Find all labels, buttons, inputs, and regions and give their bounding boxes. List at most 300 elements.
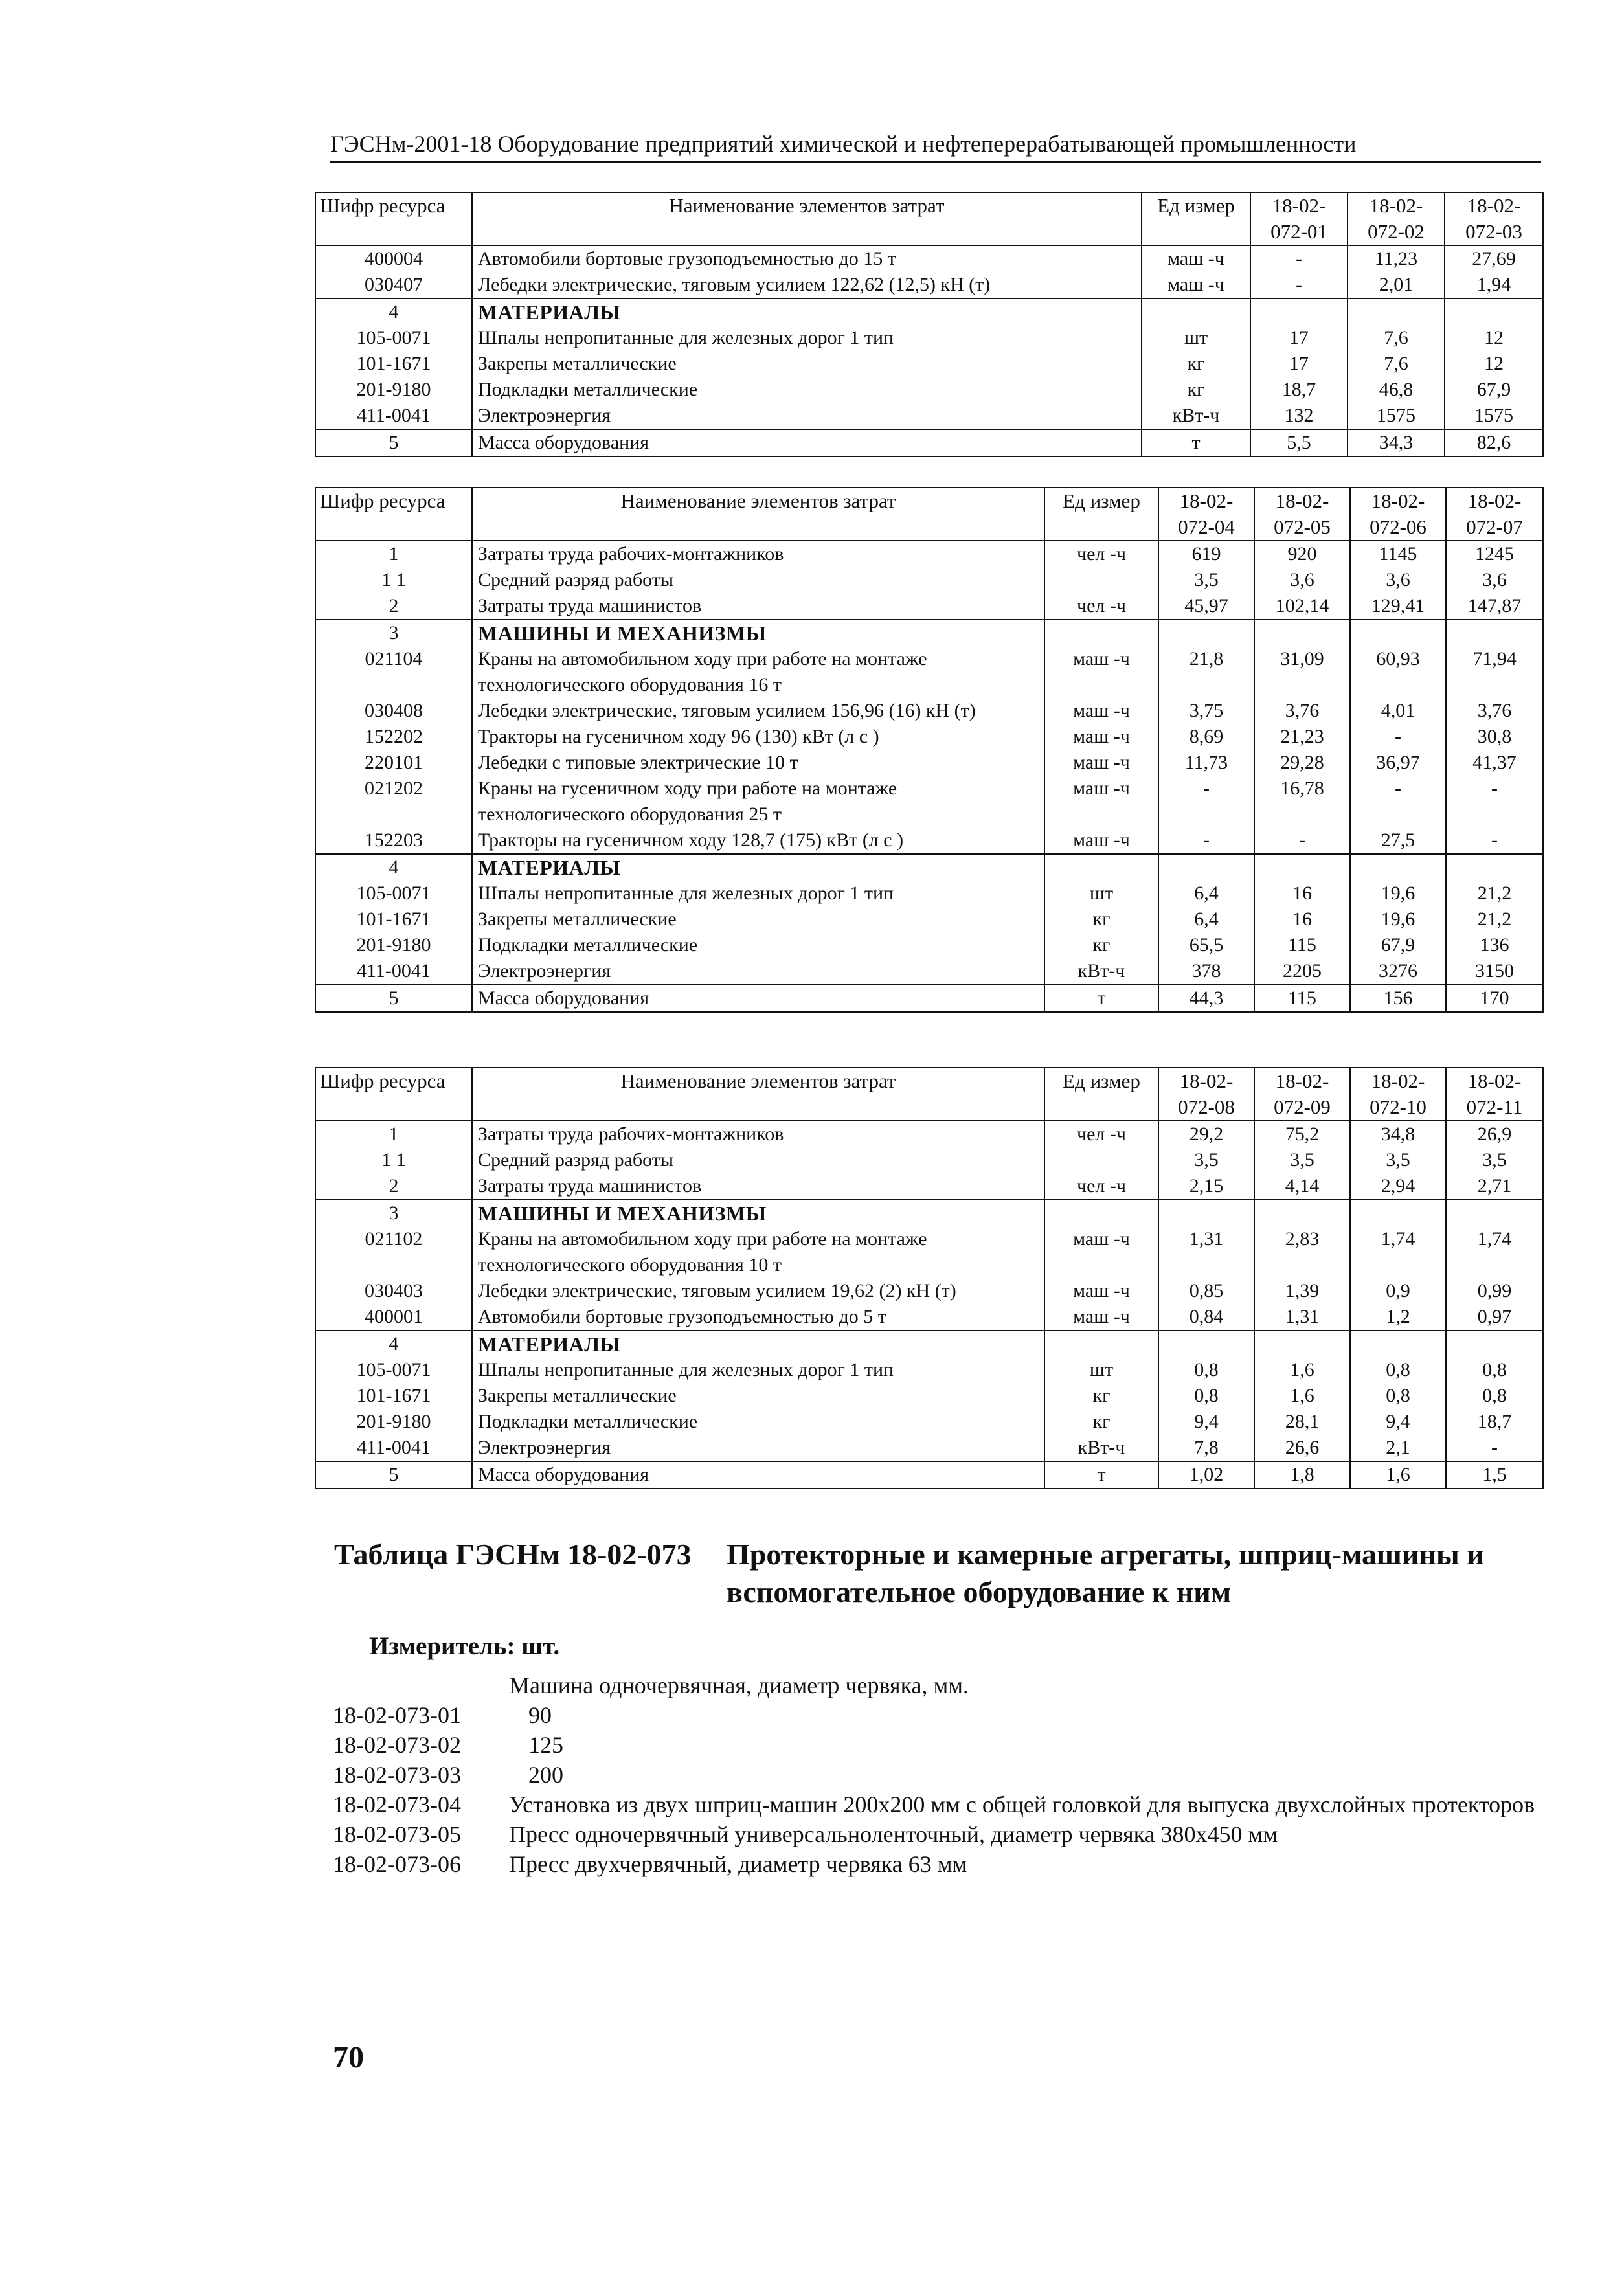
table-073-title: Протекторные и камерные агрегаты, шприц-машины и вспомогательное оборудование к ним <box>727 1538 1484 1608</box>
norm-value: 129,41 <box>1350 593 1446 620</box>
table-row <box>315 1304 1543 1331</box>
norm-value: 1145 <box>1350 541 1446 567</box>
norm-value: 0,85 <box>1158 1278 1254 1304</box>
list-item <box>333 1790 1550 1819</box>
norm-value: 1575 <box>1445 403 1543 429</box>
table-row <box>315 377 1543 403</box>
norm-value: 3,5 <box>1350 1147 1446 1173</box>
resource-name: Средний разряд работы <box>472 1147 1044 1173</box>
norm-value: 102,14 <box>1254 593 1350 620</box>
resource-unit: маш -ч <box>1142 272 1250 298</box>
header-resource-code: Шифр ресурса <box>315 488 472 541</box>
header-norm-code: 18-02-072-07 <box>1446 488 1543 541</box>
item-code: 18-02-073-06 <box>333 1851 461 1877</box>
resource-code: 105-0071 <box>315 881 472 906</box>
table-header-row <box>315 488 1543 541</box>
norm-value: - <box>1158 827 1254 854</box>
norm-value: 16 <box>1254 881 1350 906</box>
norm-value: 1,31 <box>1254 1304 1350 1331</box>
resource-unit: т <box>1142 429 1250 456</box>
resource-name: Краны на автомобильном ходу при работе на монтаже технологического оборудования 16 т <box>472 646 1044 698</box>
norm-value: 132 <box>1250 403 1348 429</box>
header-norm-code: 18-02-072-09 <box>1254 1068 1350 1121</box>
norm-value: 3,5 <box>1158 567 1254 593</box>
norm-value: 8,69 <box>1158 724 1254 750</box>
group-heading <box>333 1670 1550 1700</box>
norm-value: 11,73 <box>1158 750 1254 776</box>
norm-value: - <box>1446 827 1543 854</box>
resource-name: Масса оборудования <box>472 985 1044 1012</box>
norm-value: 19,6 <box>1350 881 1446 906</box>
header-unit: Ед измер <box>1142 192 1250 245</box>
norm-value: 34,8 <box>1350 1121 1446 1147</box>
norm-value: 26,9 <box>1446 1121 1543 1147</box>
norm-value: 7,6 <box>1348 351 1445 377</box>
resource-name: Закрепы металлические <box>472 351 1142 377</box>
table-header-row <box>315 1068 1543 1121</box>
resource-unit: чел -ч <box>1044 1121 1158 1147</box>
table-073-items <box>333 1670 1550 1879</box>
norm-value: 7,6 <box>1348 325 1445 351</box>
norm-value: 1,02 <box>1158 1461 1254 1489</box>
resource-unit: маш -ч <box>1044 1278 1158 1304</box>
section-number: 4 <box>315 854 472 881</box>
resource-table-072-04-07 <box>315 487 1544 1013</box>
norm-value: 3,6 <box>1350 567 1446 593</box>
resource-unit: маш -ч <box>1044 750 1158 776</box>
resource-code: 101-1671 <box>315 1383 472 1409</box>
norm-value: - <box>1158 776 1254 827</box>
equipment-mass-row <box>315 429 1543 456</box>
norm-value: 0,8 <box>1158 1357 1254 1383</box>
norm-value: 2,1 <box>1350 1435 1446 1461</box>
resource-name: Лебедки с типовые электрические 10 т <box>472 750 1044 776</box>
norm-value: 3,5 <box>1446 1147 1543 1173</box>
norm-value: 75,2 <box>1254 1121 1350 1147</box>
section-number: 3 <box>315 1200 472 1226</box>
resource-code: 105-0071 <box>315 325 472 351</box>
header-norm-code: 18-02-072-11 <box>1446 1068 1543 1121</box>
norm-value: 1,74 <box>1446 1226 1543 1278</box>
measurement-unit: Измеритель: шт. <box>369 1632 560 1660</box>
norm-value: 0,9 <box>1350 1278 1446 1304</box>
norm-value: 34,3 <box>1348 429 1445 456</box>
resource-unit: кВт-ч <box>1044 958 1158 985</box>
norm-value: 147,87 <box>1446 593 1543 620</box>
table-header-row <box>315 192 1543 245</box>
table-row <box>315 881 1543 906</box>
section-row <box>315 1331 1543 1357</box>
table-row <box>315 1409 1543 1435</box>
norm-value: 170 <box>1446 985 1543 1012</box>
norm-value: 3,6 <box>1254 567 1350 593</box>
table-row <box>315 776 1543 827</box>
norm-value: 21,23 <box>1254 724 1350 750</box>
norm-value: 71,94 <box>1446 646 1543 698</box>
resource-name: Масса оборудования <box>472 1461 1044 1489</box>
resource-name: Закрепы металлические <box>472 906 1044 932</box>
resource-table-072-01-03 <box>315 192 1544 457</box>
table-row <box>315 1435 1543 1461</box>
item-text: 125 <box>528 1732 563 1758</box>
resource-code: 201-9180 <box>315 377 472 403</box>
table-row <box>315 1121 1543 1147</box>
norm-value: 12 <box>1445 351 1543 377</box>
table-073-label: Таблица ГЭСНм 18-02-073 <box>334 1538 692 1571</box>
norm-value: 2,15 <box>1158 1173 1254 1200</box>
resource-code: 5 <box>315 1461 472 1489</box>
norm-value: 6,4 <box>1158 881 1254 906</box>
resource-code: 2 <box>315 593 472 620</box>
table-row <box>315 1383 1543 1409</box>
norm-value: 18,7 <box>1446 1409 1543 1435</box>
page-header: ГЭСНм-2001-18 Оборудование предприятий химической и нефтеперерабатывающей промышленности <box>330 129 1541 163</box>
norm-value: 2,71 <box>1446 1173 1543 1200</box>
resource-unit: кг <box>1044 1409 1158 1435</box>
resource-name: Краны на гусеничном ходу при работе на монтаже технологического оборудования 25 т <box>472 776 1044 827</box>
item-text: Пресс двухчервячный, диаметр червяка 63 мм <box>509 1851 967 1877</box>
section-title: МАТЕРИАЛЫ <box>472 1331 1044 1357</box>
resource-name: Лебедки электрические, тяговым усилием 19,62 (2) кН (т) <box>472 1278 1044 1304</box>
norm-value: 378 <box>1158 958 1254 985</box>
norm-value: 3150 <box>1446 958 1543 985</box>
norm-value: 0,8 <box>1446 1383 1543 1409</box>
norm-value: 21,2 <box>1446 906 1543 932</box>
item-text: 200 <box>528 1762 563 1788</box>
resource-unit: маш -ч <box>1044 724 1158 750</box>
header-norm-code: 18-02-072-05 <box>1254 488 1350 541</box>
table-row <box>315 272 1543 298</box>
page-number: 70 <box>333 2040 364 2075</box>
header-norm-code: 18-02-072-06 <box>1350 488 1446 541</box>
item-code: 18-02-073-01 <box>333 1702 461 1728</box>
norm-value: 1,74 <box>1350 1226 1446 1278</box>
list-item <box>333 1849 1550 1879</box>
resource-unit: кг <box>1142 351 1250 377</box>
norm-value: 1,5 <box>1446 1461 1543 1489</box>
resource-name: Электроэнергия <box>472 958 1044 985</box>
norm-value: 3,5 <box>1158 1147 1254 1173</box>
norm-value: 115 <box>1254 985 1350 1012</box>
table-row <box>315 1147 1543 1173</box>
resource-unit: чел -ч <box>1044 593 1158 620</box>
equipment-mass-row <box>315 1461 1543 1489</box>
norm-value: 2,94 <box>1350 1173 1446 1200</box>
header-unit: Ед измер <box>1044 1068 1158 1121</box>
norm-value: 31,09 <box>1254 646 1350 698</box>
resource-name: Тракторы на гусеничном ходу 96 (130) кВт (л с ) <box>472 724 1044 750</box>
header-cost-element-name: Наименование элементов затрат <box>472 1068 1044 1121</box>
norm-value: 115 <box>1254 932 1350 958</box>
resource-unit: маш -ч <box>1142 245 1250 272</box>
norm-value: 65,5 <box>1158 932 1254 958</box>
norm-value: 0,8 <box>1350 1383 1446 1409</box>
norm-value: 28,1 <box>1254 1409 1350 1435</box>
equipment-mass-row <box>315 985 1543 1012</box>
resource-code: 1 <box>315 1121 472 1147</box>
table-row <box>315 1278 1543 1304</box>
table-row <box>315 1173 1543 1200</box>
resource-unit: маш -ч <box>1044 698 1158 724</box>
resource-code: 201-9180 <box>315 1409 472 1435</box>
norm-value: 6,4 <box>1158 906 1254 932</box>
resource-name: Закрепы металлические <box>472 1383 1044 1409</box>
resource-code: 2 <box>315 1173 472 1200</box>
resource-unit: кВт-ч <box>1044 1435 1158 1461</box>
resource-table-072-08-11 <box>315 1067 1544 1489</box>
section-row <box>315 620 1543 646</box>
resource-name: Затраты труда рабочих-монтажников <box>472 541 1044 567</box>
section-title: МАШИНЫ И МЕХАНИЗМЫ <box>472 1200 1044 1226</box>
header-norm-code: 18-02-072-08 <box>1158 1068 1254 1121</box>
header-norm-code: 18-02-072-02 <box>1348 192 1445 245</box>
norm-value: 26,6 <box>1254 1435 1350 1461</box>
resource-code: 030407 <box>315 272 472 298</box>
norm-value: 1,2 <box>1350 1304 1446 1331</box>
norm-value: 3,76 <box>1446 698 1543 724</box>
norm-value: 27,69 <box>1445 245 1543 272</box>
table-row <box>315 932 1543 958</box>
header-cost-element-name: Наименование элементов затрат <box>472 488 1044 541</box>
resource-name: Электроэнергия <box>472 403 1142 429</box>
section-title: МАШИНЫ И МЕХАНИЗМЫ <box>472 620 1044 646</box>
norm-value: 12 <box>1445 325 1543 351</box>
resource-code: 105-0071 <box>315 1357 472 1383</box>
table-row <box>315 403 1543 429</box>
section-number: 3 <box>315 620 472 646</box>
norm-value: 18,7 <box>1250 377 1348 403</box>
resource-unit: чел -ч <box>1044 541 1158 567</box>
header-norm-code: 18-02-072-03 <box>1445 192 1543 245</box>
table-row <box>315 750 1543 776</box>
norm-value: 0,8 <box>1350 1357 1446 1383</box>
resource-name: Масса оборудования <box>472 429 1142 456</box>
norm-value: 45,97 <box>1158 593 1254 620</box>
norm-value: 1,6 <box>1254 1357 1350 1383</box>
resource-code: 400004 <box>315 245 472 272</box>
norm-value: 0,97 <box>1446 1304 1543 1331</box>
norm-value: 4,01 <box>1350 698 1446 724</box>
resource-code: 5 <box>315 985 472 1012</box>
resource-unit: чел -ч <box>1044 1173 1158 1200</box>
resource-name: Подкладки металлические <box>472 1409 1044 1435</box>
resource-unit: маш -ч <box>1044 776 1158 827</box>
norm-value: 44,3 <box>1158 985 1254 1012</box>
table-row <box>315 906 1543 932</box>
resource-unit: кг <box>1044 906 1158 932</box>
header-norm-code: 18-02-072-10 <box>1350 1068 1446 1121</box>
resource-name: Шпалы непропитанные для железных дорог 1 тип <box>472 881 1044 906</box>
list-item <box>333 1700 1550 1730</box>
norm-value: 9,4 <box>1350 1409 1446 1435</box>
resource-code: 101-1671 <box>315 906 472 932</box>
resource-code: 021104 <box>315 646 472 698</box>
norm-value: 67,9 <box>1350 932 1446 958</box>
list-item <box>333 1760 1550 1790</box>
resource-code: 030403 <box>315 1278 472 1304</box>
section-row <box>315 854 1543 881</box>
resource-name: Краны на автомобильном ходу при работе на монтаже технологического оборудования 10 т <box>472 1226 1044 1278</box>
resource-code: 5 <box>315 429 472 456</box>
resource-unit <box>1044 1147 1158 1173</box>
resource-code: 201-9180 <box>315 932 472 958</box>
resource-name: Автомобили бортовые грузоподъемностью до 15 т <box>472 245 1142 272</box>
table-row <box>315 1226 1543 1278</box>
resource-name: Затраты труда машинистов <box>472 593 1044 620</box>
norm-value: 17 <box>1250 351 1348 377</box>
resource-name: Автомобили бортовые грузоподъемностью до 5 т <box>472 1304 1044 1331</box>
norm-value: 3,6 <box>1446 567 1543 593</box>
norm-value: - <box>1254 827 1350 854</box>
norm-value: 920 <box>1254 541 1350 567</box>
norm-value: 1,8 <box>1254 1461 1350 1489</box>
resource-code: 030408 <box>315 698 472 724</box>
norm-value: 4,14 <box>1254 1173 1350 1200</box>
group-heading-text: Машина одночервячная, диаметр червяка, мм. <box>509 1672 969 1698</box>
resource-code: 411-0041 <box>315 1435 472 1461</box>
norm-value: 2205 <box>1254 958 1350 985</box>
resource-unit: кВт-ч <box>1142 403 1250 429</box>
norm-value: 136 <box>1446 932 1543 958</box>
section-number: 4 <box>315 298 472 325</box>
norm-value: 16,78 <box>1254 776 1350 827</box>
table-row <box>315 646 1543 698</box>
section-row <box>315 1200 1543 1226</box>
norm-value: 1,6 <box>1254 1383 1350 1409</box>
resource-code: 1 <box>315 541 472 567</box>
table-row <box>315 325 1543 351</box>
resource-code: 152203 <box>315 827 472 854</box>
norm-value: 0,84 <box>1158 1304 1254 1331</box>
table-row <box>315 698 1543 724</box>
resource-name: Подкладки металлические <box>472 932 1044 958</box>
norm-value: 11,23 <box>1348 245 1445 272</box>
resource-code: 101-1671 <box>315 351 472 377</box>
norm-value: 1,94 <box>1445 272 1543 298</box>
resource-code: 152202 <box>315 724 472 750</box>
norm-value: 60,93 <box>1350 646 1446 698</box>
norm-value: 1,39 <box>1254 1278 1350 1304</box>
table-row <box>315 593 1543 620</box>
table-row <box>315 541 1543 567</box>
resource-unit: маш -ч <box>1044 1226 1158 1278</box>
norm-value: 1,6 <box>1350 1461 1446 1489</box>
section-title: МАТЕРИАЛЫ <box>472 298 1142 325</box>
norm-value: 7,8 <box>1158 1435 1254 1461</box>
resource-code: 021202 <box>315 776 472 827</box>
norm-value: 9,4 <box>1158 1409 1254 1435</box>
norm-value: 19,6 <box>1350 906 1446 932</box>
norm-value: 21,2 <box>1446 881 1543 906</box>
resource-unit: маш -ч <box>1044 827 1158 854</box>
resource-code: 411-0041 <box>315 403 472 429</box>
norm-value: 36,97 <box>1350 750 1446 776</box>
resource-unit: т <box>1044 985 1158 1012</box>
norm-value: 1245 <box>1446 541 1543 567</box>
norm-value: - <box>1250 272 1348 298</box>
table-row <box>315 1357 1543 1383</box>
resource-name: Лебедки электрические, тяговым усилием 122,62 (12,5) кН (т) <box>472 272 1142 298</box>
norm-value: 29,28 <box>1254 750 1350 776</box>
resource-name: Средний разряд работы <box>472 567 1044 593</box>
norm-value: - <box>1350 724 1446 750</box>
norm-value: 46,8 <box>1348 377 1445 403</box>
resource-unit: кг <box>1142 377 1250 403</box>
norm-value: 2,83 <box>1254 1226 1350 1278</box>
norm-value: 3276 <box>1350 958 1446 985</box>
resource-code: 220101 <box>315 750 472 776</box>
norm-value: 3,5 <box>1254 1147 1350 1173</box>
list-item <box>333 1819 1550 1849</box>
norm-value: 0,99 <box>1446 1278 1543 1304</box>
resource-name: Шпалы непропитанные для железных дорог 1 тип <box>472 325 1142 351</box>
norm-value: 29,2 <box>1158 1121 1254 1147</box>
item-code: 18-02-073-03 <box>333 1762 461 1788</box>
table-row <box>315 567 1543 593</box>
norm-value: 5,5 <box>1250 429 1348 456</box>
resource-name: Шпалы непропитанные для железных дорог 1 тип <box>472 1357 1044 1383</box>
item-code: 18-02-073-04 <box>333 1792 461 1817</box>
resource-name: Тракторы на гусеничном ходу 128,7 (175) кВт (л с ) <box>472 827 1044 854</box>
list-item <box>333 1730 1550 1760</box>
resource-unit <box>1044 567 1158 593</box>
norm-value: - <box>1446 776 1543 827</box>
resource-unit: шт <box>1044 881 1158 906</box>
norm-value: 30,8 <box>1446 724 1543 750</box>
table-row <box>315 827 1543 854</box>
section-row <box>315 298 1543 325</box>
table-row <box>315 351 1543 377</box>
norm-value: 41,37 <box>1446 750 1543 776</box>
section-number: 4 <box>315 1331 472 1357</box>
norm-value: 3,76 <box>1254 698 1350 724</box>
norm-value: 2,01 <box>1348 272 1445 298</box>
norm-value: 21,8 <box>1158 646 1254 698</box>
resource-code: 021102 <box>315 1226 472 1278</box>
header-unit: Ед измер <box>1044 488 1158 541</box>
norm-value: 16 <box>1254 906 1350 932</box>
norm-value: 27,5 <box>1350 827 1446 854</box>
resource-unit: маш -ч <box>1044 646 1158 698</box>
resource-name: Лебедки электрические, тяговым усилием 156,96 (16) кН (т) <box>472 698 1044 724</box>
resource-name: Затраты труда машинистов <box>472 1173 1044 1200</box>
norm-value: 3,75 <box>1158 698 1254 724</box>
table-row <box>315 245 1543 272</box>
norm-value: 156 <box>1350 985 1446 1012</box>
resource-code: 411-0041 <box>315 958 472 985</box>
norm-value: - <box>1446 1435 1543 1461</box>
section-title: МАТЕРИАЛЫ <box>472 854 1044 881</box>
resource-code: 400001 <box>315 1304 472 1331</box>
norm-value: - <box>1250 245 1348 272</box>
resource-unit: маш -ч <box>1044 1304 1158 1331</box>
resource-unit: шт <box>1044 1357 1158 1383</box>
norm-value: 0,8 <box>1158 1383 1254 1409</box>
resource-code: 1 1 <box>315 567 472 593</box>
header-resource-code: Шифр ресурса <box>315 192 472 245</box>
table-row <box>315 958 1543 985</box>
table-row <box>315 724 1543 750</box>
resource-code: 1 1 <box>315 1147 472 1173</box>
item-code: 18-02-073-02 <box>333 1732 461 1758</box>
resource-unit: кг <box>1044 1383 1158 1409</box>
header-norm-code: 18-02-072-01 <box>1250 192 1348 245</box>
norm-value: - <box>1350 776 1446 827</box>
header-norm-code: 18-02-072-04 <box>1158 488 1254 541</box>
norm-value: 82,6 <box>1445 429 1543 456</box>
norm-value: 0,8 <box>1446 1357 1543 1383</box>
resource-unit: т <box>1044 1461 1158 1489</box>
